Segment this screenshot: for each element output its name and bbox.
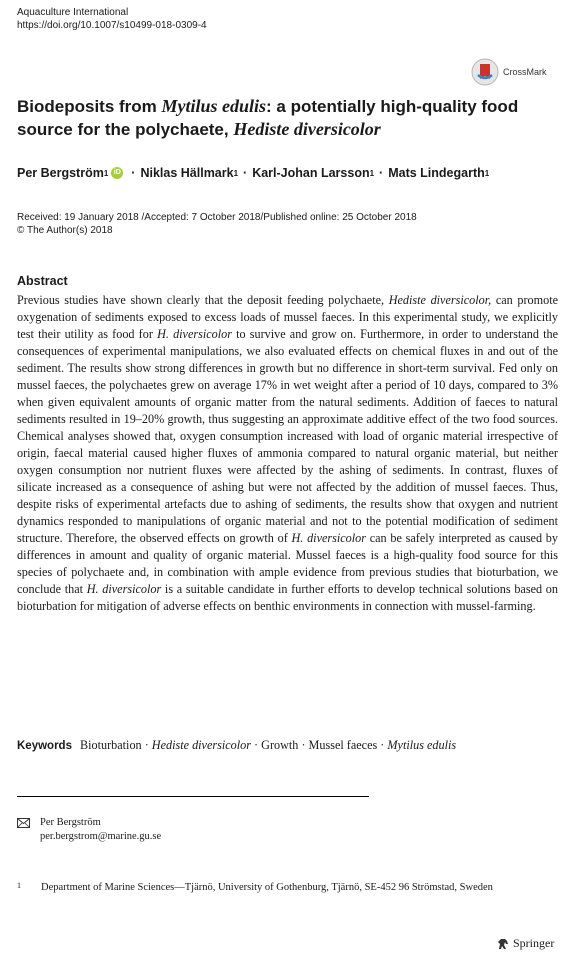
keyword: Mytilus edulis [387,738,457,752]
author-affiliation-mark: 1 [103,168,109,178]
keyword-separator: · [144,738,149,752]
author-list [17,166,489,180]
abstract-text-segment: to survive and grow on. Furthermore, in order to understand the consequences of experimental manipulations, we also evaluated effects on chemical fluxes in and out of the sediment. The results show strong differences in growth but no difference in short-term survival. Fed only on mussel faeces, the polychaetes grew on average 17% in wet weight after a period of 10 days, compared to 3% when given equivalent amounts of organic matter from the natural sediments. Addition of faeces to natural sediments resulted in 19–20% growth, thus suggesting an approximate additive effect of the two food sources. Chemical analyses showed that, oxygen consumption increased with load of organic material irrespective of origin, faecal material caused higher fluxes of ammonia compared to natural organic material, but neither oxygen consumption nor nutrient fluxes were affected by the ashing of sediments. In contrast, fluxes of silicate increased as a consequence of ashing but were not affected by the addition of mussel faeces. Thus, despite risks of experimental artefacts due to ashing of sediments, the results show that oxygen and nutrient dynamics responded to manipulations of organic material and not to the potential modification of sediment structure. Therefore, the observed effects on growth of [17,327,558,545]
abstract-species-name: Hediste diversicolor, [388,293,492,307]
author-separator: · [131,166,136,180]
affiliation-footnote [17,880,537,895]
keyword: Hediste diversicolor [151,738,251,752]
publisher-logo [496,936,554,951]
keywords-label: Keywords [17,740,72,752]
keywords [17,738,558,753]
affiliation-number: 1 [17,881,21,890]
publication-dates [17,211,417,237]
article-header [17,6,207,32]
abstract-text-segment: can be safely interpreted as caused by differences in amount and quality of organic material. Mussel faeces is a high-quality food source for this species of polychaete and, in combination with ample evidence from previous studies that bioturbation, we conclude that [17,531,558,596]
orcid-icon[interactable]: iD [111,167,123,179]
title-part-1: Biodeposits from [17,97,162,116]
keyword: Growth [261,738,299,752]
mail-icon [17,818,30,828]
crossmark-label: CrossMark [503,67,547,77]
title-species-1: Mytilus edulis [161,96,267,116]
copyright-line: © The Author(s) 2018 [17,225,113,236]
keyword: Mussel faeces [308,738,378,752]
author-name[interactable]: Karl-Johan Larsson [252,166,370,180]
keyword-separator: · [380,738,385,752]
article-title [17,95,537,141]
crossmark-badge[interactable] [471,58,547,86]
abstract-text-segment: is a suitable candidate in further efforts to develop technical solutions based on bioturbation for mitigation of adverse effects on benthic environments in connection with mussel-farming. [17,582,558,613]
journal-name: Aquaculture International [17,7,129,18]
author-affiliation-mark: 1 [484,168,490,178]
author-separator: · [379,166,384,180]
corresponding-author [17,816,161,844]
title-part-2: : a potentially high-quality food source for the polychaete, [17,97,519,139]
doi-link[interactable]: https://doi.org/10.1007/s10499-018-0309-4 [17,20,207,31]
abstract-body [17,292,558,615]
contact-name: Per Bergström [40,817,101,828]
publisher-name: Springer [513,936,555,950]
author-name[interactable]: Per Bergström [17,166,104,180]
author-name[interactable]: Niklas Hällmark [140,166,234,180]
abstract-species-name: H. diversicolor [86,582,162,596]
abstract-heading: Abstract [17,274,68,288]
dates-line: Received: 19 January 2018 /Accepted: 7 October 2018/Published online: 25 October 2018 [17,212,417,223]
author-affiliation-mark: 1 [369,168,375,178]
crossmark-icon [471,58,499,86]
affiliation-text: Department of Marine Sciences—Tjärnö, University of Gothenburg, Tjärnö, SE-452 96 Strömstad, Sweden [41,882,493,893]
springer-horse-icon [496,937,510,951]
footnote-divider [17,796,369,797]
contact-email[interactable]: per.bergstrom@marine.gu.se [40,831,162,842]
abstract-text-segment: can promote oxygenation of sediments exposed to excess loads of mussel faeces. In this experimental study, we explicitly test their utility as food for [17,293,558,341]
title-species-2: Hediste diversicolor [233,119,381,139]
author-name[interactable]: Mats Lindegarth [388,166,485,180]
abstract-text-segment: Previous studies have shown clearly that the deposit feeding polychaete, [17,293,389,307]
keyword-separator: · [301,738,306,752]
keyword: Bioturbation [80,738,142,752]
abstract-species-name: H. diversicolor [157,327,232,341]
author-separator: · [243,166,248,180]
abstract-species-name: H. diversicolor [291,531,366,545]
author-affiliation-mark: 1 [233,168,239,178]
keyword-separator: · [254,738,259,752]
